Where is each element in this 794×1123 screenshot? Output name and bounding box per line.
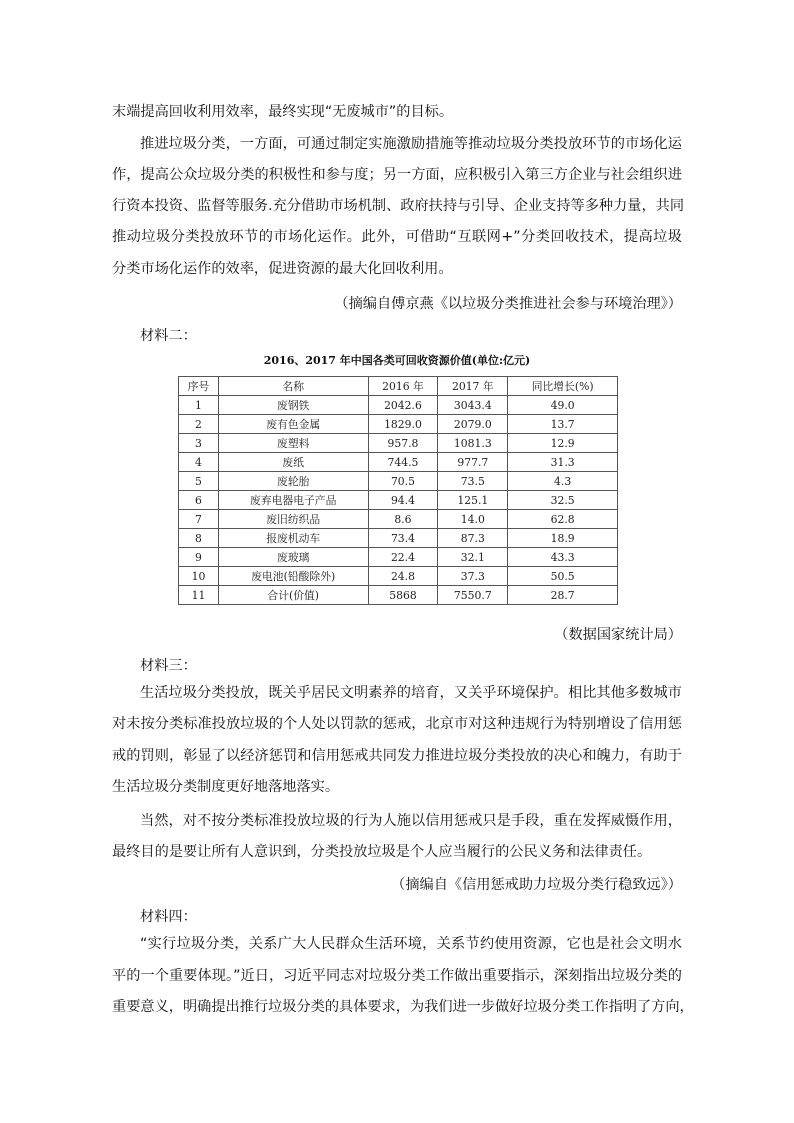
growth-rate-cell: 50.5 xyxy=(508,567,618,586)
row-index-cell: 2 xyxy=(179,415,219,434)
column-header: 名称 xyxy=(218,377,368,396)
value-2017-cell: 977.7 xyxy=(438,453,508,472)
row-index-cell: 11 xyxy=(179,586,219,605)
column-header: 同比增长(%) xyxy=(508,377,618,396)
item-name-cell: 废玻璃 xyxy=(218,548,368,567)
paragraph-line: 平的一个重要体现。”近日，习近平同志对垃圾分类工作做出重要指示，深刻指出垃圾分类的 xyxy=(112,968,682,984)
source-citation: （摘编自傅京燕《以垃圾分类推进社会参与环境治理》） xyxy=(334,296,682,312)
value-2016-cell: 94.4 xyxy=(368,491,438,510)
value-2016-cell: 2042.6 xyxy=(368,396,438,415)
paragraph-line: 重要意义，明确提出推行垃圾分类的具体要求，为我们进一步做好垃圾分类工作指明了方向， xyxy=(112,999,694,1015)
item-name-cell: 废钢铁 xyxy=(218,396,368,415)
value-2017-cell: 14.0 xyxy=(438,510,508,529)
paragraph-line: 行资本投资、监督等服务.充分借助市场机制、政府扶持与引导、企业支持等多种力量，共同 xyxy=(112,198,685,214)
paragraph-line: 对未按分类标准投放垃圾的个人处以罚款的惩戒，北京市对这种违规行为特别增设了信用惩 xyxy=(112,716,682,732)
table-row xyxy=(179,434,618,453)
table-row xyxy=(179,510,618,529)
growth-rate-cell: 32.5 xyxy=(508,491,618,510)
paragraph-line: 推动垃圾分类投放环节的市场化运作。此外，可借助“互联网+”分类回收技术，提高垃圾 xyxy=(112,229,682,245)
table-row xyxy=(179,453,618,472)
item-name-cell: 合计(价值) xyxy=(218,586,368,605)
row-index-cell: 9 xyxy=(179,548,219,567)
value-2016-cell: 744.5 xyxy=(368,453,438,472)
value-2017-cell: 32.1 xyxy=(438,548,508,567)
column-header: 2016 年 xyxy=(368,377,438,396)
item-name-cell: 废塑料 xyxy=(218,434,368,453)
item-name-cell: 废纸 xyxy=(218,453,368,472)
value-2017-cell: 87.3 xyxy=(438,529,508,548)
paragraph-line: 生活垃圾分类投放，既关乎居民文明素养的培育，又关乎环境保护。相比其他多数城市 xyxy=(140,685,682,701)
material-heading: 材料四： xyxy=(140,909,197,925)
source-citation: （数据国家统计局） xyxy=(554,627,682,643)
value-2017-cell: 37.3 xyxy=(438,567,508,586)
row-index-cell: 7 xyxy=(179,510,219,529)
item-name-cell: 废轮胎 xyxy=(218,472,368,491)
recyclable-resources-table xyxy=(178,376,618,605)
column-header: 序号 xyxy=(179,377,219,396)
growth-rate-cell: 18.9 xyxy=(508,529,618,548)
column-header: 2017 年 xyxy=(438,377,508,396)
table-row xyxy=(179,567,618,586)
material-heading: 材料三： xyxy=(140,658,197,674)
value-2016-cell: 73.4 xyxy=(368,529,438,548)
table-body xyxy=(179,396,618,605)
value-2016-cell: 70.5 xyxy=(368,472,438,491)
growth-rate-cell: 62.8 xyxy=(508,510,618,529)
table-row xyxy=(179,548,618,567)
paragraph-line: 推进垃圾分类，一方面，可通过制定实施激励措施等推动垃圾分类投放环节的市场化运 xyxy=(140,136,682,152)
row-index-cell: 4 xyxy=(179,453,219,472)
growth-rate-cell: 13.7 xyxy=(508,415,618,434)
item-name-cell: 废电池(铅酸除外) xyxy=(218,567,368,586)
value-2016-cell: 1829.0 xyxy=(368,415,438,434)
material-heading: 材料二： xyxy=(140,328,197,344)
table-caption: 2016、2017 年中国各类可回收资源价值(单位:亿元) xyxy=(263,354,531,367)
paragraph-line: 作，提高公众垃圾分类的积极性和参与度；另一方面，应积极引入第三方企业与社会组织进 xyxy=(112,167,682,183)
table-row xyxy=(179,472,618,491)
row-index-cell: 6 xyxy=(179,491,219,510)
table-row xyxy=(179,529,618,548)
table-row xyxy=(179,396,618,415)
table-header-row xyxy=(179,377,618,396)
row-index-cell: 10 xyxy=(179,567,219,586)
growth-rate-cell: 49.0 xyxy=(508,396,618,415)
row-index-cell: 3 xyxy=(179,434,219,453)
growth-rate-cell: 4.3 xyxy=(508,472,618,491)
paragraph-line: 戒的罚则，彰显了以经济惩罚和信用惩戒共同发力推进垃圾分类投放的决心和魄力，有助于 xyxy=(112,748,682,764)
row-index-cell: 8 xyxy=(179,529,219,548)
value-2017-cell: 73.5 xyxy=(438,472,508,491)
paragraph-line: “实行垃圾分类，关系广大人民群众生活环境，关系节约使用资源，它也是社会文明水 xyxy=(140,936,682,952)
growth-rate-cell: 31.3 xyxy=(508,453,618,472)
source-citation: （摘编自《信用惩戒助力垃圾分类行稳致远》） xyxy=(391,877,682,893)
growth-rate-cell: 43.3 xyxy=(508,548,618,567)
value-2016-cell: 24.8 xyxy=(368,567,438,586)
paragraph-line: 生活垃圾分类制度更好地落地落实。 xyxy=(112,779,340,795)
item-name-cell: 废弃电器电子产品 xyxy=(218,491,368,510)
value-2017-cell: 125.1 xyxy=(438,491,508,510)
value-2017-cell: 2079.0 xyxy=(438,415,508,434)
value-2017-cell: 3043.4 xyxy=(438,396,508,415)
item-name-cell: 废有色金属 xyxy=(218,415,368,434)
item-name-cell: 报废机动车 xyxy=(218,529,368,548)
paragraph-line: 末端提高回收利用效率，最终实现“无废城市”的目标。 xyxy=(112,104,454,120)
paragraph-line: 最终目的是要让所有人意识到，分类投放垃圾是个人应当履行的公民义务和法律责任。 xyxy=(112,844,652,860)
table-row xyxy=(179,491,618,510)
row-index-cell: 5 xyxy=(179,472,219,491)
value-2017-cell: 1081.3 xyxy=(438,434,508,453)
growth-rate-cell: 12.9 xyxy=(508,434,618,453)
value-2016-cell: 5868 xyxy=(368,586,438,605)
table-row xyxy=(179,415,618,434)
item-name-cell: 废旧纺织品 xyxy=(218,510,368,529)
paragraph-line: 分类市场化运作的效率，促进资源的最大化回收利用。 xyxy=(112,261,453,277)
value-2016-cell: 957.8 xyxy=(368,434,438,453)
value-2016-cell: 22.4 xyxy=(368,548,438,567)
row-index-cell: 1 xyxy=(179,396,219,415)
value-2016-cell: 8.6 xyxy=(368,510,438,529)
growth-rate-cell: 28.7 xyxy=(508,586,618,605)
paragraph-line: 当然，对不按分类标准投放垃圾的行为人施以信用惩戒只是手段，重在发挥威慑作用， xyxy=(140,813,682,829)
table-row xyxy=(179,586,618,605)
value-2017-cell: 7550.7 xyxy=(438,586,508,605)
